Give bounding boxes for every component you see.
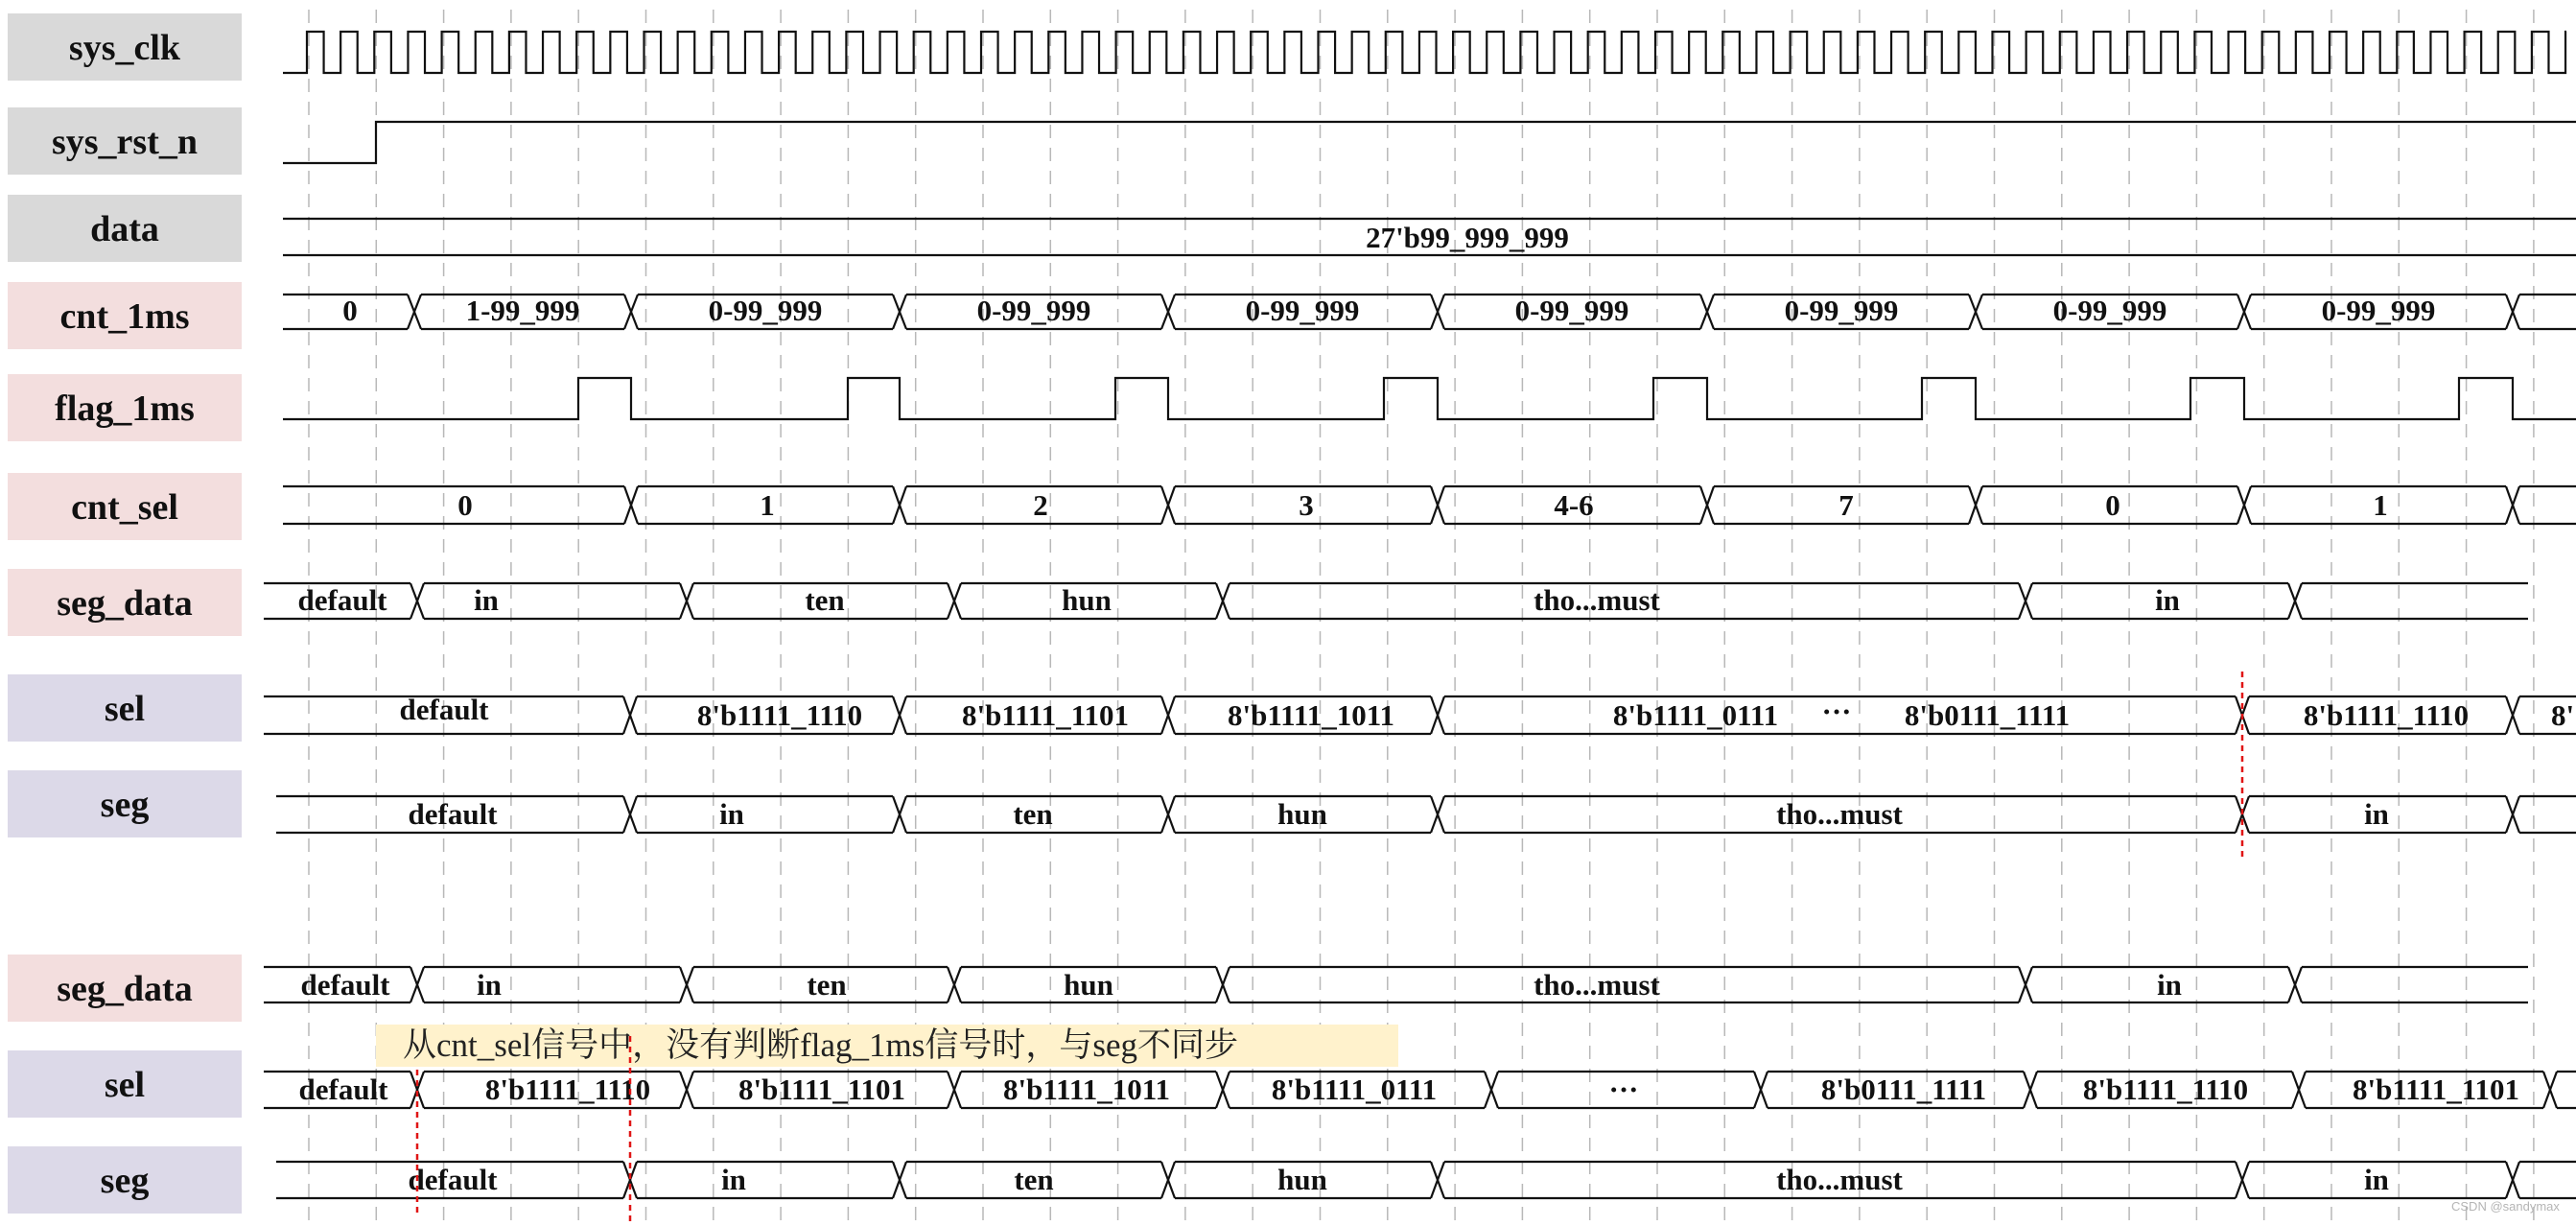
signal-label: sel [104,1065,146,1105]
value-label: hun [1062,583,1112,617]
signal-label: seg_data [57,583,193,624]
value-label: in [721,1163,746,1196]
value-label: 7 [1838,488,1854,522]
signal-label: sys_clk [68,28,181,68]
value-label: in [474,583,499,617]
value-label: tho...must [1534,583,1660,617]
value-label: 1 [2373,488,2388,522]
value-label: 1 [760,488,775,522]
value-label: ··· [1821,695,1852,728]
value-label: in [2157,968,2182,1002]
signal-label: cnt_1ms [59,296,190,337]
signal-label: sel [104,689,146,729]
annotation-text: 从cnt_sel信号中，没有判断flag_1ms信号时，与seg不同步 [403,1026,1239,1064]
value-label: 8'b1111_1110 [484,1073,651,1106]
value-label: 0 [457,488,473,522]
value-label: ten [805,583,845,617]
value-label: 1-99_999 [465,294,580,327]
signal-label: sys_rst_n [51,122,199,162]
value-label: ten [807,968,847,1002]
value-label: 8'b1111_1101 [738,1073,906,1106]
value-label: default [408,797,498,831]
value-label: 8'b0111_1111 [1820,1073,1987,1106]
value-label: default [399,693,489,726]
value-label: 4-6 [1554,488,1594,522]
value-label: hun [1064,968,1113,1002]
value-label: ten [1014,1163,1054,1196]
value-label: 0-99_999 [1784,294,1899,327]
value-label: hun [1277,797,1327,831]
value-label: in [719,797,744,831]
value-label: 8'b0111_1111 [1904,698,2071,732]
value-label: default [297,583,387,617]
value-label: 8'b1111_1110 [696,698,863,732]
wave-path [283,122,2576,163]
waveforms [264,32,2576,1198]
value-label: ··· [1608,1073,1639,1106]
value-label: 8' [2550,698,2575,732]
value-label: 8'b1111_1110 [2082,1073,2249,1106]
signal-label: flag_1ms [55,389,195,429]
red-markers [417,672,2242,1226]
signal-label: cnt_sel [71,487,178,528]
value-label: 8'b1111_1011 [1002,1073,1171,1106]
value-label: default [298,1073,388,1106]
value-label: 0-99_999 [976,294,1091,327]
signal-label: data [90,209,159,249]
value-label: in [477,968,502,1002]
value-label: 27'b99_999_999 [1366,221,1569,254]
value-label: default [300,968,390,1002]
signal-label: seg [100,785,150,825]
wave-path [283,378,2576,419]
value-label: 0 [2105,488,2120,522]
value-label: in [2155,583,2180,617]
value-label: in [2364,797,2389,831]
signal-label: seg [100,1161,150,1201]
value-label: hun [1277,1163,1327,1196]
value-label: 2 [1033,488,1048,522]
value-label: 8'b1111_1011 [1227,698,1395,732]
value-label: tho...must [1534,968,1660,1002]
wave-path [283,32,2566,73]
signal-label: seg_data [57,969,193,1009]
value-label: 8'b1111_1101 [2352,1073,2520,1106]
value-label: tho...must [1776,1163,1903,1196]
value-label: 8'b1111_1110 [2303,698,2470,732]
value-label: 0 [342,294,358,327]
value-label: in [2364,1163,2389,1196]
value-label: 8'b1111_0111 [1271,1073,1438,1106]
value-label: 8'b1111_1101 [961,698,1130,732]
value-label: 0-99_999 [1245,294,1360,327]
value-label: 0-99_999 [2321,294,2436,327]
value-label: 0-99_999 [708,294,823,327]
value-label: default [408,1163,498,1196]
signal-labels [8,13,242,1214]
value-label: tho...must [1776,797,1903,831]
value-label: 0-99_999 [1514,294,1629,327]
value-label: 0-99_999 [2052,294,2167,327]
value-label: 8'b1111_0111 [1612,698,1779,732]
value-label: ten [1013,797,1053,831]
watermark: CSDN @sandymax [2451,1199,2560,1214]
value-label: 3 [1299,488,1314,522]
